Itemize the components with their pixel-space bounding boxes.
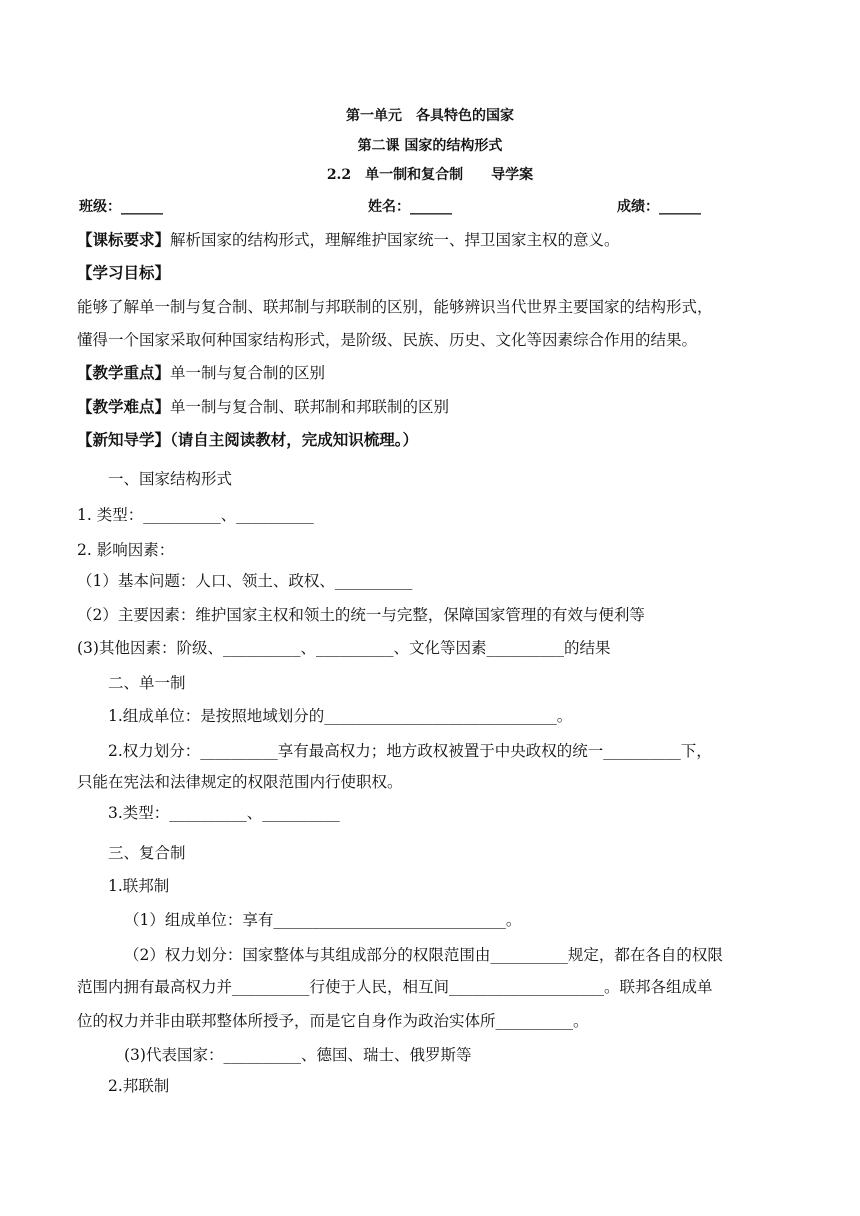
section-title: 2.2 单一制和复合制 导学案 — [326, 167, 534, 183]
key-point-label: 【教学重点】 — [77, 363, 171, 382]
federal-unit: （1）组成单位：享有______________________________。 — [124, 911, 522, 929]
standard-text: 解析国家的结构形式，理解维护国家统一、捍卫国家主权的意义。 — [170, 231, 620, 249]
difficult-point-line — [77, 397, 449, 417]
unit-title: 第一单元 各具特色的国家 — [346, 108, 514, 124]
section2-type: 3.类型：__________、__________ — [108, 804, 340, 822]
federal-power-line-3: 位的权力并非由联邦整体所授予，而是它自身作为政治实体所__________。 — [77, 1012, 589, 1030]
confederation-title: 2.邦联制 — [108, 1077, 170, 1095]
federal-title: 1.联邦制 — [108, 877, 170, 895]
score-field: 成绩：______ — [617, 199, 701, 215]
section1-factor-1: （1）基本问题：人口、领土、政权、__________ — [77, 572, 413, 590]
section1-title: 一、国家结构形式 — [108, 470, 233, 488]
federal-power-line-1: （2）权力划分：国家整体与其组成部分的权限范围由__________规定，都在各自的权限 — [124, 946, 723, 964]
section1-type: 1. 类型：__________、__________ — [77, 506, 314, 524]
lesson-title: 第二课 国家的结构形式 — [357, 138, 503, 154]
section1-factors-title: 2. 影响因素： — [77, 541, 175, 559]
section2-title: 二、单一制 — [108, 674, 186, 692]
difficult-point-text: 单一制与复合制、联邦制和邦联制的区别 — [170, 398, 450, 416]
key-point-line — [77, 363, 325, 383]
goals-line-2: 懂得一个国家采取何种国家结构形式，是阶级、民族、历史、文化等因素综合作用的结果。 — [77, 331, 698, 349]
guide-line — [77, 430, 418, 450]
section2-power-line-2: 只能在宪法和法律规定的权限范围内行使职权。 — [77, 773, 403, 791]
goals-line-1: 能够了解单一制与复合制、联邦制与邦联制的区别，能够辨识当代世界主要国家的结构形式， — [77, 298, 713, 316]
standard-line — [77, 230, 620, 250]
section3-title: 三、复合制 — [108, 844, 186, 862]
difficult-point-label: 【教学难点】 — [77, 397, 171, 416]
federal-power-line-2: 范围内拥有最高权力并__________行使于人民，相互间____________________。联邦各组成单 — [77, 978, 713, 996]
guide-text: （请自主阅读教材，完成知识梳理。） — [170, 430, 419, 449]
federal-examples: (3)代表国家：__________、德国、瑞士、俄罗斯等 — [124, 1046, 472, 1064]
name-field: 姓名：______ — [368, 199, 452, 215]
section1-factor-2: （2）主要因素：维护国家主权和领土的统一与完整，保障国家管理的有效与便利等 — [77, 606, 645, 624]
class-field: 班级：______ — [79, 199, 163, 215]
guide-label: 【新知导学】 — [77, 430, 171, 449]
goals-label: 【学习目标】 — [77, 263, 171, 282]
section2-power-line-1: 2.权力划分：__________享有最高权力；地方政权被置于中央政权的统一__________下， — [108, 742, 712, 760]
section2-unit: 1.组成单位：是按照地域划分的______________________________。 — [108, 707, 573, 725]
key-point-text: 单一制与复合制的区别 — [170, 364, 326, 382]
standard-label: 【课标要求】 — [77, 230, 171, 249]
section1-factor-3: (3)其他因素：阶级、__________、__________、文化等因素__________的结果 — [77, 639, 611, 657]
